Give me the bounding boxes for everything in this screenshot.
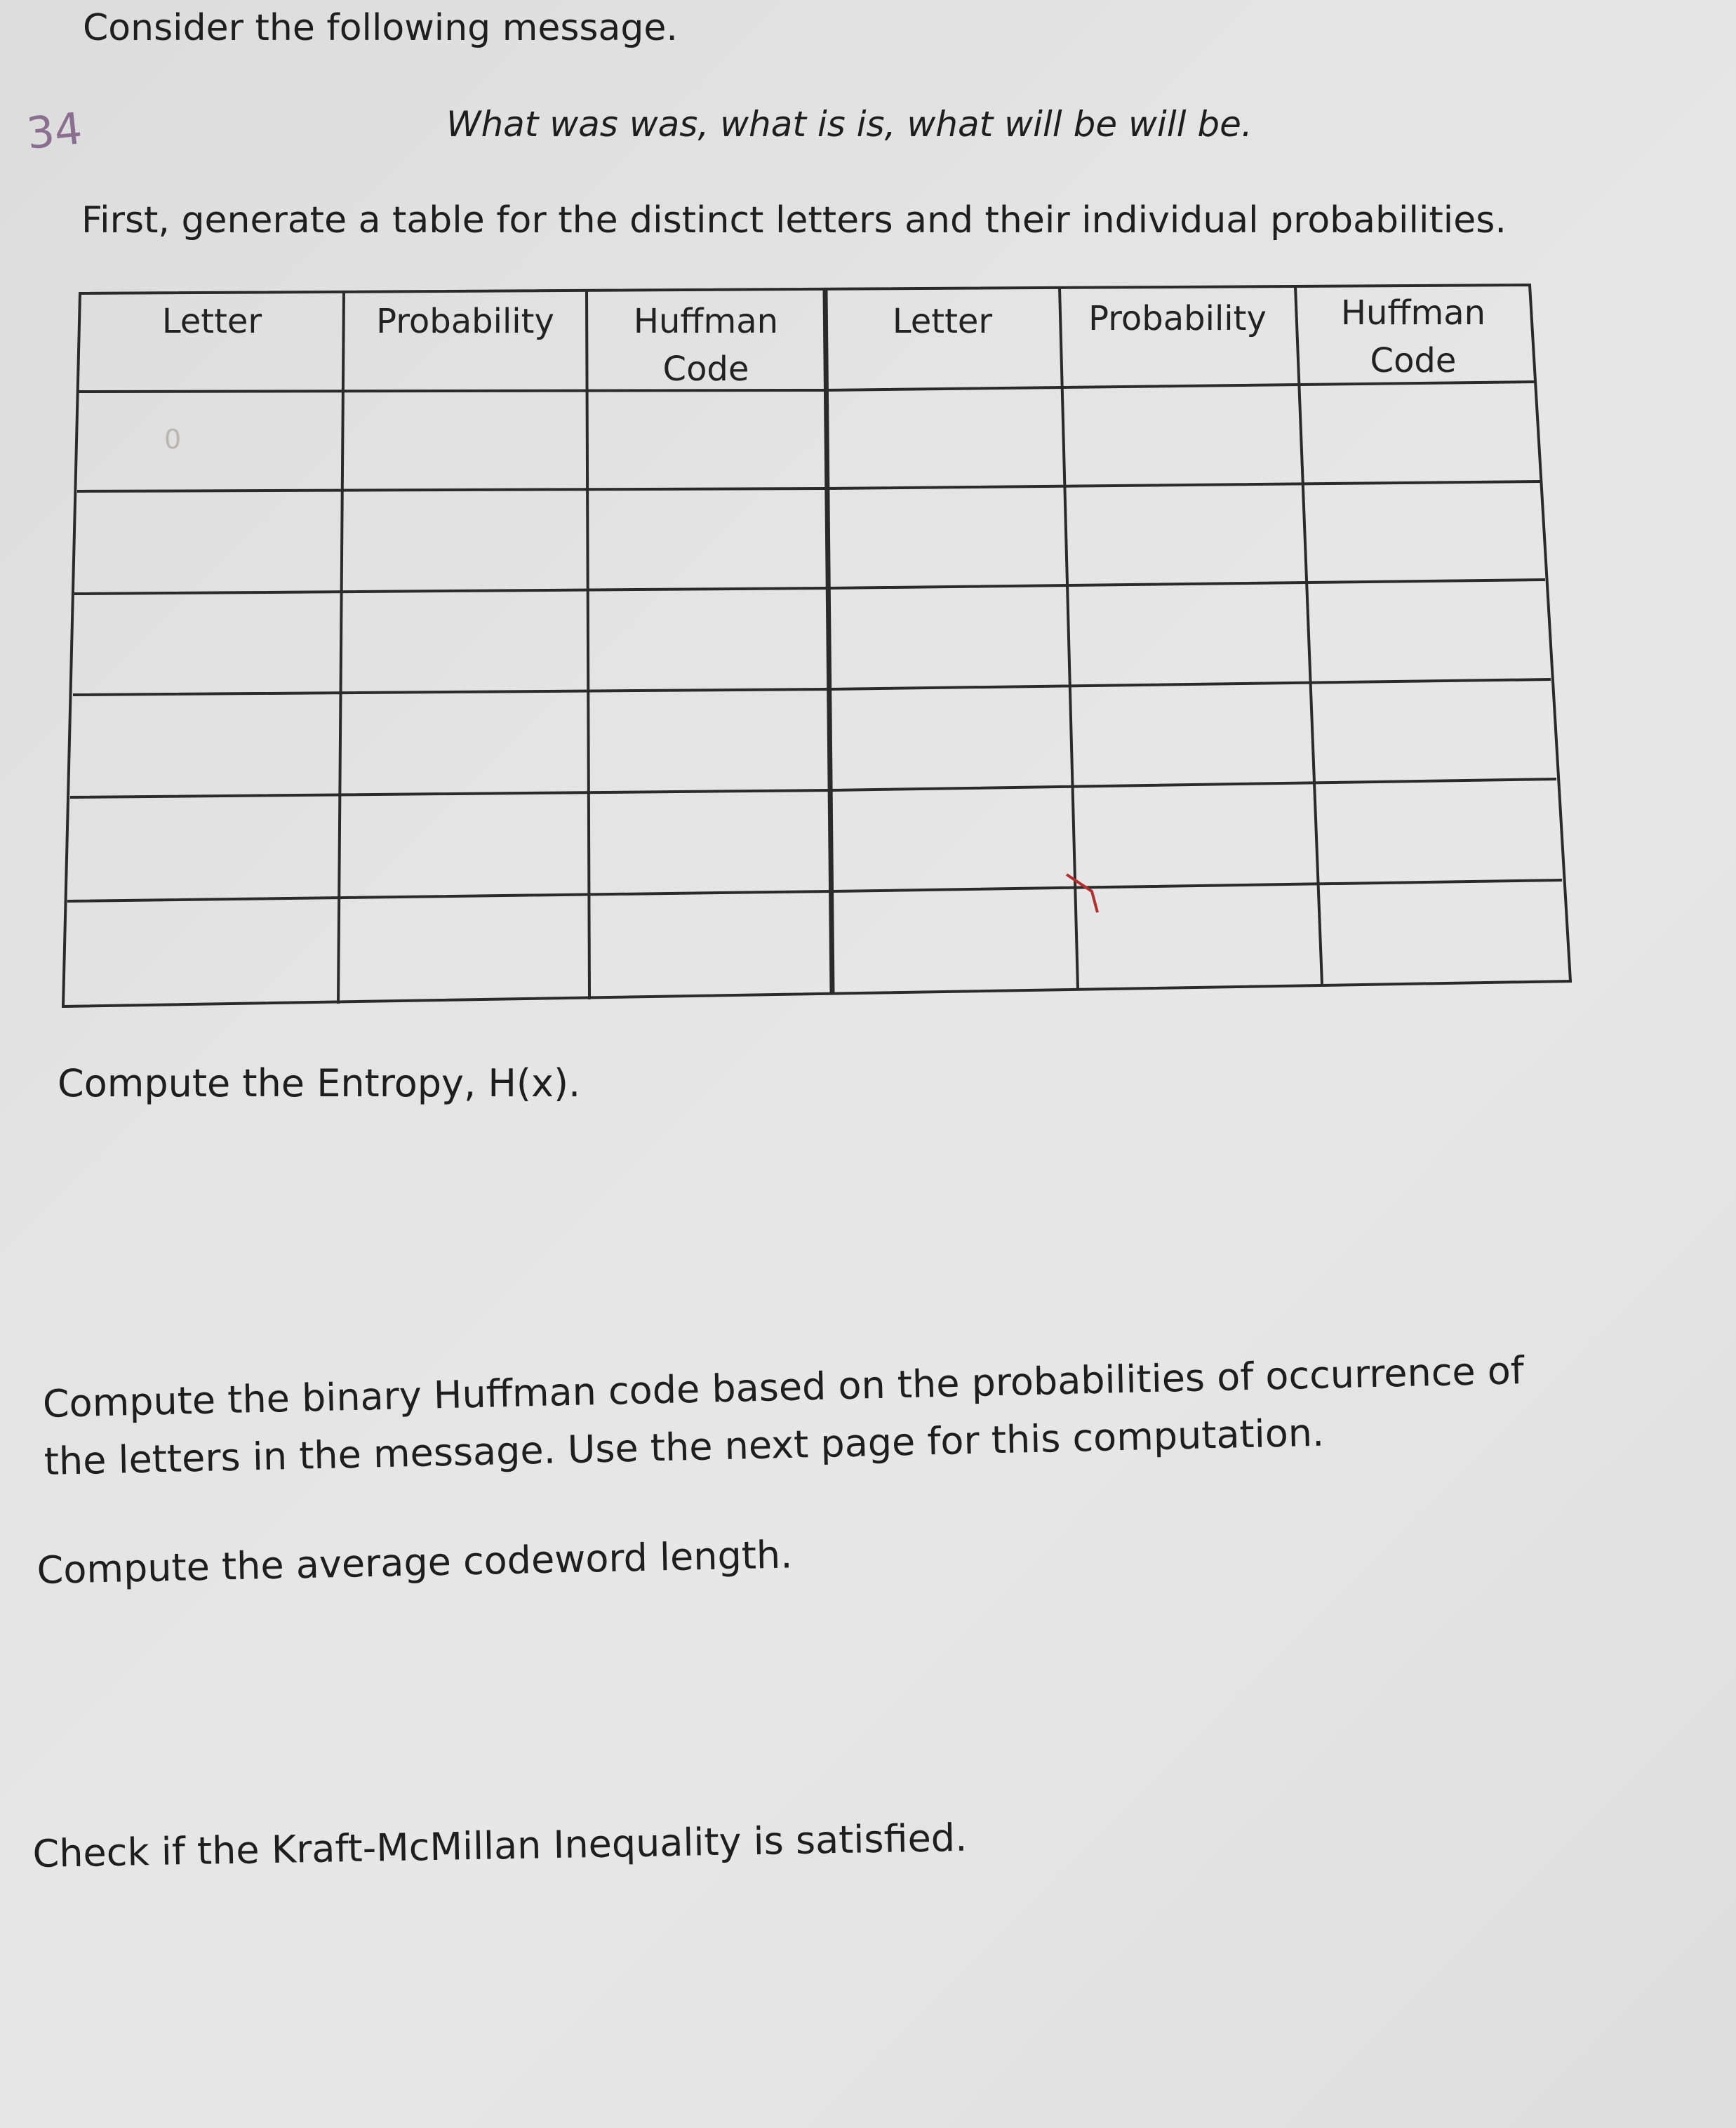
table-row-line	[70, 779, 1556, 797]
average-length-question: Compute the average codeword length.	[36, 1532, 793, 1592]
intro-text: Consider the following message.	[83, 7, 678, 49]
table-column-line	[1295, 286, 1322, 984]
header-letter-2: Letter	[892, 302, 993, 341]
header-probability-1: Probability	[376, 302, 554, 341]
table-row-line	[67, 880, 1562, 901]
table-row-line	[74, 580, 1545, 594]
table-column-line	[587, 291, 589, 999]
table-instruction: First, generate a table for the distinct letters and their individual probabilities.	[81, 199, 1507, 241]
table-column-line	[1060, 288, 1078, 988]
pencil-mark: 0	[164, 424, 182, 455]
header-huffman-code-1: Huffman Code	[633, 302, 779, 389]
table-column-line	[338, 292, 344, 1004]
entropy-question: Compute the Entropy, H(x).	[58, 1061, 581, 1105]
huffman-question: Compute the binary Huffman code based on the probabilities of occurrence of the letters in the message. Use the next page for this computation.	[42, 1348, 1525, 1484]
red-pen-tick	[1067, 875, 1097, 912]
handwritten-margin-note: 34	[24, 102, 85, 159]
message-text: What was was, what is is, what will be will be.	[446, 104, 1253, 145]
table-column-line	[825, 289, 832, 992]
table-row-line	[73, 679, 1551, 695]
header-letter-1: Letter	[161, 302, 262, 341]
table-border	[63, 285, 1570, 1006]
table-row-line	[77, 481, 1541, 491]
header-huffman-code-2: Huffman Code	[1340, 293, 1486, 380]
kraft-question: Check if the Kraft-McMillan Inequality is satisfied.	[32, 1815, 968, 1876]
header-probability-2: Probability	[1088, 299, 1267, 338]
